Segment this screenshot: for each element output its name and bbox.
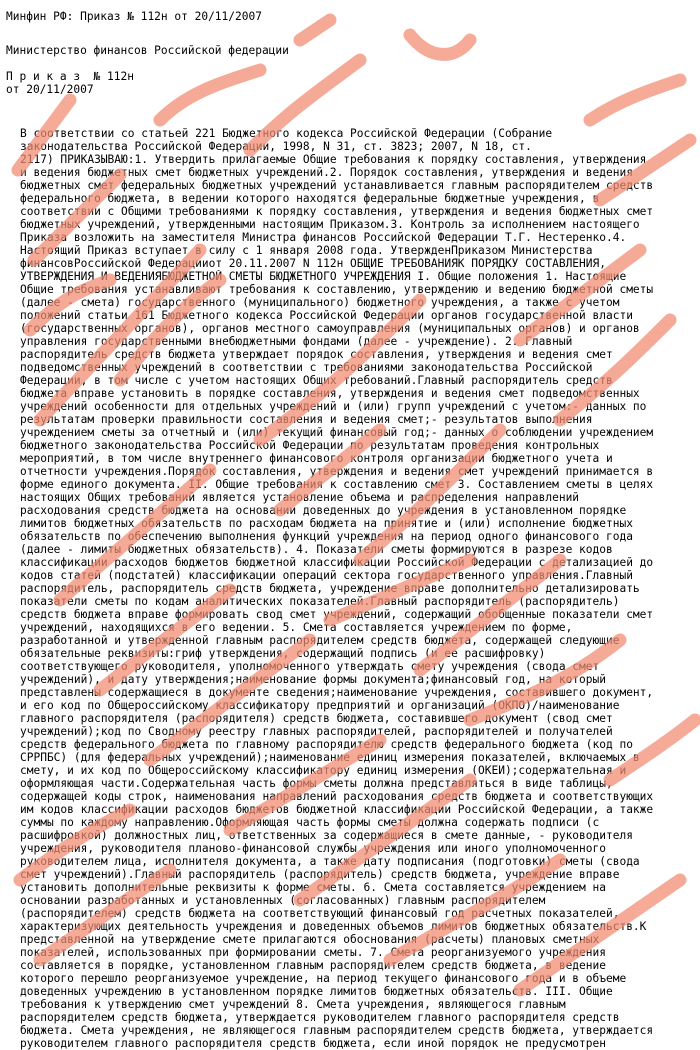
body-line: Федерации, в том числе с учетом настоящих Общих требований.Главный распорядитель средств — [20, 374, 613, 387]
body-line: учреждением сметы за отчетный и (или) текущий финансовый год;- данных о соблюдении учреждением — [20, 426, 654, 439]
body-line: обязательные реквизиты:гриф утверждения, содержащий подпись (и ее расшифровку) — [20, 647, 546, 660]
body-line: бюджета. Смета учреждения, не являющегося главным распорядителем средств бюджета, утверждается — [20, 1024, 654, 1037]
body-line: распорядитель средств бюджета утверждает порядок составления, утверждения и ведения смет — [20, 348, 613, 361]
body-line: составляется в порядке, установленном главным распорядителем средств бюджета, в ведение — [20, 959, 606, 972]
body-line: настоящих Общих требований является установление объема и распределения направлений — [20, 491, 580, 504]
body-line: лимитов бюджетных обязательств по расходам бюджета на принятие и (или) исполнение бюджетных — [20, 517, 633, 530]
body-line: расходования средств бюджета на основании доведенных до учреждения в установленном порядке — [20, 504, 627, 517]
body-line: учреждений), и дату утверждения;наименование формы документа;финансовый год, на который — [20, 673, 606, 686]
order-date: от 20/11/2007 — [6, 83, 94, 96]
order-label: П р и к а з № 112н — [6, 70, 134, 83]
body-line: форме единого документа. II. Общие требования к составлению смет 3. Составлением сметы в целях — [20, 478, 654, 491]
body-line: федерального бюджета, в ведении которого находятся федеральные бюджетные учреждения, в — [20, 192, 600, 205]
body-line: им кодов классификации расходов бюджетов бюджетной классификации Российской Федерации, а также — [20, 803, 654, 816]
body-line: Приказа возложить на заместителя Министра финансов Российской Федерации Т.Г. Нестеренко.4. — [20, 231, 627, 244]
body-line: положений статьи 161 Бюджетного кодекса Российской Федерации органов государственной власти — [20, 309, 633, 322]
body-line: распорядителем средств бюджета, утверждается руководителем главного распорядителя средств — [20, 1011, 620, 1024]
body-line: смет учреждений).Главный распорядитель (распорядитель) средств бюджета, учреждение вправе — [20, 868, 620, 881]
ministry-name: Министерство финансов Российской федерации — [6, 44, 289, 57]
document-title-line: Минфин РФ: Приказ № 112н от 20/11/2007 — [6, 10, 262, 23]
body-line: мероприятий, в том числе внутреннего финансового контроля организации бюджетного учета и — [20, 452, 613, 465]
body-line: и его код по Общероссийскому классификатору предприятий и организаций (ОКПО)/наименование — [20, 699, 620, 712]
body-line: (далее - лимиты бюджетных обязательств). 4. Показатели сметы формируются в разрезе кодов — [20, 543, 613, 556]
body-line: бюджетного законодательства Российской Федерации по результатам проведения контрольных — [20, 439, 600, 452]
body-line: учреждений);код по Сводному реестру главных распорядителей, распорядителей и получателей — [20, 725, 613, 738]
body-line: (распорядителем) средств бюджета на соответствующий финансовый год расчетных показателей, — [20, 907, 620, 920]
body-line: основании разработанных и установленных (согласованных) главным распорядителем — [20, 894, 546, 907]
body-line: кодов статей (подстатей) классификации операций сектора государственного управления.Главный — [20, 569, 633, 582]
body-line: финансовРоссийской Федерацииот 20.11.2007 N 112н ОБЩИЕ ТРЕБОВАНИЯК ПОРЯДКУ СОСТАВЛЕНИЯ, — [20, 257, 606, 270]
body-line: распорядитель, распорядитель средств бюджета, учреждение вправе дополнительно детализировать — [20, 582, 640, 595]
body-line: представлены содержащиеся в документе сведения;наименование учреждения, составившего документ, — [20, 686, 654, 699]
body-line: смету, и их код по Общероссийскому классификатору единиц измерения (ОКЕИ);содержательная и — [20, 764, 627, 777]
body-line: В соответствии со статьей 221 Бюджетного кодекса Российской Федерации (Собрание — [20, 127, 553, 140]
body-line: учреждений особенности для отдельных учреждений и (или) групп учреждений с учетом:- данных по — [20, 400, 647, 413]
body-line: Общие требования устанавливают требования к составлению, утверждению и ведению бюджетной сметы — [20, 283, 654, 296]
body-line: содержащей коды строк, наименования направлений расходования средств бюджета и соответствующих — [20, 790, 654, 803]
document-body-text — [20, 127, 685, 1050]
body-line: показателей, использованных при формировании сметы. 7. Смета реорганизуемого учреждения — [20, 946, 606, 959]
body-line: разработанной и утвержденной главным распорядителем средств бюджета, содержащей следующие — [20, 634, 620, 647]
body-line: отчетности учреждения.Порядок составления, утверждения и ведения смет учреждений принимается в — [20, 465, 654, 478]
body-line: руководителем главного распорядителя средств бюджета, если иной порядок не предусмотрен — [20, 1037, 606, 1050]
body-line: главного распорядителя (распорядителя) средств бюджета, составившего документ (свод смет — [20, 712, 613, 725]
body-line: средств федерального бюджета по главному распорядителю средств федерального бюджета (код по — [20, 738, 633, 751]
body-line: учреждений, находящихся в его ведении. 5. Смета составляется учреждением по форме, — [20, 621, 573, 634]
body-line: Настоящий Приказ вступает в силу с 1 января 2008 года. УтвержденПриказом Министерства — [20, 244, 593, 257]
body-line: СРРПБС) (для федеральных учреждений);наименование единиц измерения показателей, включаемых в — [20, 751, 640, 764]
body-line: показатели сметы по кодам аналитических показателей.Главный распорядитель (распорядитель) — [20, 595, 620, 608]
body-line: представленной на утверждение смете прилагаются обоснования (расчеты) плановых сметных — [20, 933, 600, 946]
body-line: управления государственными внебюджетными фондами (далее - учреждение). 2. Главный — [20, 335, 573, 348]
body-line: характеризующих деятельность учреждения и доведенных объемов лимитов бюджетных обязательств.К — [20, 920, 647, 933]
body-line: подведомственных учреждений в соответствии с требованиями законодательства Российской — [20, 361, 593, 374]
body-line: бюджетных смет федеральных бюджетных учреждений устанавливается главным распорядителем средств — [20, 179, 654, 192]
body-line: классификации расходов бюджетов бюджетной классификации Российской Федерации с детализацией до — [20, 556, 654, 569]
body-line: результатам проверки правильности составления и ведения смет;- результатов выполнения — [20, 413, 593, 426]
body-line: УТВЕРЖДЕНИЯ И ВЕДЕНИЯБЮДЖЕТНОЙ СМЕТЫ БЮДЖЕТНОГО УЧРЕЖДЕНИЯ I. Общие положения 1. Настоящие — [20, 270, 627, 283]
body-line: установить дополнительные реквизиты к форме сметы. 6. Смета составляется учреждением на — [20, 881, 606, 894]
body-line: требования к утверждению смет учреждений 8. Смета учреждения, являющегося главным — [20, 998, 566, 1011]
body-line: соответствии с Общими требованиями к порядку составления, утверждения и ведения бюджетных смет — [20, 205, 654, 218]
body-line: и ведения бюджетных смет бюджетных учреждений.2. Порядок составления, утверждения и ведения — [20, 166, 633, 179]
body-line: учреждения, руководителя планово-финансовой службы учреждения или иного уполномоченного — [20, 842, 606, 855]
body-line: бюджета вправе установить в порядке составления, утверждения и ведения смет подведомственных — [20, 387, 640, 400]
body-line: доведенных учреждению в установленном порядке лимитов бюджетных обязательств. III. Общие — [20, 985, 613, 998]
body-line: которого перешло реорганизуемое учреждение, на период текущего финансового года и в объеме — [20, 972, 627, 985]
body-line: расшифровкой) должностных лиц, ответственных за содержащиеся в смете данные, - руководителя — [20, 829, 633, 842]
body-line: 2117) ПРИКАЗЫВАЮ:1. Утвердить прилагаемые Общие требования к порядку составления, утверждения — [20, 153, 647, 166]
body-line: обязательств по обеспечению выполнения функций учреждения на период одного финансового года — [20, 530, 633, 543]
body-line: (далее - смета) государственного (муниципального) бюджетного учреждения, а также с учетом — [20, 296, 620, 309]
body-line: (государственных органов), органов местного самоуправления (муниципальных органов) и органов — [20, 322, 640, 335]
body-line: суммы по каждому направлению.Оформляющая часть формы сметы должна содержать подписи (с — [20, 816, 600, 829]
body-line: бюджетных учреждений, утвержденными настоящим Приказом.3. Контроль за исполнением настоящего — [20, 218, 640, 231]
body-line: руководителем лица, исполнителя документа, а также дату подписания (подготовки) сметы (свода — [20, 855, 640, 868]
body-line: оформляющая части.Содержательная часть формы сметы должна представляться в виде таблицы, — [20, 777, 613, 790]
body-line: средств бюджета вправе формировать свод смет учреждений, содержащий обобщенные показатели смет — [20, 608, 654, 621]
body-line: соответствующего руководителя, уполномоченного утверждать смету учреждения (свода смет — [20, 660, 600, 673]
body-line: законодательства Российской Федерации, 1998, N 31, ст. 3823; 2007, N 18, ст. — [20, 140, 532, 153]
